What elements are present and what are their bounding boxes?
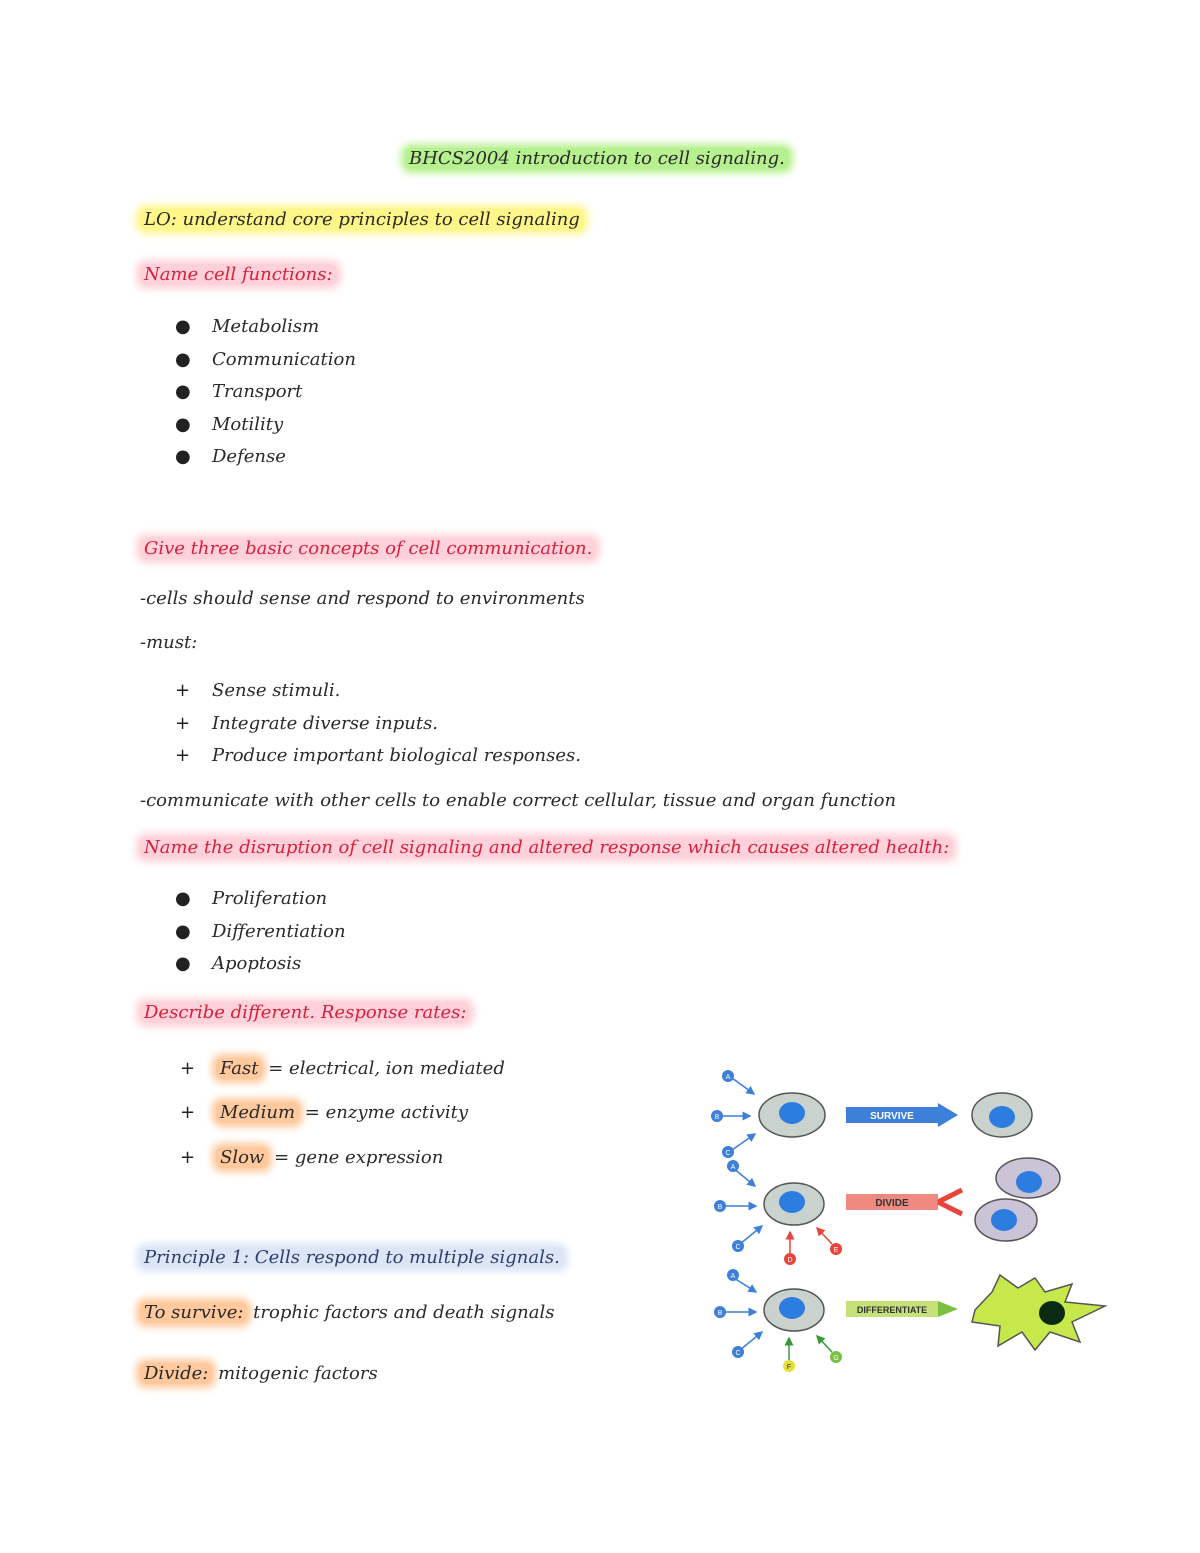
plus-icon: + [180, 1102, 196, 1123]
list-item: Proliferation [212, 888, 328, 909]
survive-line: To survive: trophic factors and death signals [140, 1302, 554, 1323]
survive-label: SURVIVE [870, 1111, 914, 1122]
question-cell-functions: Name cell functions: [140, 264, 337, 285]
signal-label: C [725, 1150, 731, 1157]
nucleus [779, 1191, 805, 1213]
paragraph: -must: [140, 632, 198, 653]
differentiate-arrow-head [938, 1301, 958, 1317]
rate-row: Medium = enzyme activity [216, 1102, 468, 1123]
plus-icon: + [175, 713, 191, 734]
rate-row: Fast = electrical, ion mediated [216, 1058, 505, 1079]
differentiated-cell [972, 1275, 1105, 1350]
signal-arrow [817, 1336, 832, 1352]
list-item: Integrate diverse inputs. [212, 713, 439, 734]
list-item: Metabolism [212, 316, 320, 337]
plus-icon: + [180, 1147, 196, 1168]
signal-label: F [786, 1364, 792, 1371]
question-disruption: Name the disruption of cell signaling and altered response which causes altered health: [140, 837, 953, 858]
signal-label: C [735, 1244, 741, 1251]
signal-label: A [730, 1273, 736, 1280]
divide-arrow-fork [938, 1190, 962, 1214]
plus-icon: + [180, 1058, 196, 1079]
nucleus [779, 1297, 805, 1319]
nucleus [989, 1106, 1015, 1128]
list-item: Communication [212, 349, 356, 370]
cell-signaling-diagram [700, 1060, 1120, 1390]
plus-icon: + [175, 745, 191, 766]
list-item: Transport [212, 381, 303, 402]
bullet-icon: ● [175, 446, 191, 467]
signal-arrow [732, 1078, 754, 1094]
differentiate-label: DIFFERENTIATE [856, 1305, 928, 1315]
nucleus [991, 1209, 1017, 1231]
bullet-icon: ● [175, 953, 191, 974]
learning-objective: LO: understand core principles to cell signaling [140, 209, 584, 230]
question-communication-concepts: Give three basic concepts of cell communication. [140, 538, 596, 559]
nucleus [1039, 1301, 1065, 1325]
paragraph: -communicate with other cells to enable correct cellular, tissue and organ function [140, 790, 897, 811]
signal-label: D [787, 1257, 793, 1264]
signal-arrow [732, 1134, 755, 1150]
row-survive [711, 1070, 1032, 1158]
row-divide [714, 1158, 1060, 1265]
bullet-icon: ● [175, 349, 191, 370]
nucleus [779, 1102, 805, 1124]
document-title: BHCS2004 introduction to cell signaling. [405, 148, 789, 169]
signal-label: G [833, 1355, 839, 1362]
list-item: Motility [212, 414, 284, 435]
list-item: Differentiation [212, 921, 346, 942]
signal-arrow [740, 1226, 762, 1244]
question-response-rates: Describe different. Response rates: [140, 1002, 470, 1023]
rate-row: Slow = gene expression [216, 1147, 443, 1168]
divide-label: DIVIDE [875, 1198, 909, 1209]
list-item: Produce important biological responses. [212, 745, 581, 766]
principle-heading: Principle 1: Cells respond to multiple signals. [140, 1247, 564, 1268]
signal-label: B [717, 1310, 723, 1317]
divide-line: Divide: mitogenic factors [140, 1363, 378, 1384]
bullet-icon: ● [175, 888, 191, 909]
signal-arrow [817, 1228, 832, 1244]
plus-icon: + [175, 680, 191, 701]
signal-label: E [833, 1247, 839, 1254]
bullet-icon: ● [175, 316, 191, 337]
row-differentiate [714, 1269, 1105, 1372]
bullet-icon: ● [175, 921, 191, 942]
signal-arrow [740, 1332, 762, 1350]
nucleus [1016, 1171, 1042, 1193]
signal-label: B [714, 1114, 720, 1121]
list-item: Sense stimuli. [212, 680, 341, 701]
signal-label: A [725, 1074, 731, 1081]
signal-label: B [717, 1204, 723, 1211]
signal-label: C [735, 1350, 741, 1357]
paragraph: -cells should sense and respond to environments [140, 588, 585, 609]
bullet-icon: ● [175, 414, 191, 435]
list-item: Defense [212, 446, 286, 467]
bullet-icon: ● [175, 381, 191, 402]
signal-label: A [730, 1164, 736, 1171]
survive-arrow-head [938, 1103, 958, 1127]
list-item: Apoptosis [212, 953, 302, 974]
signal-arrow [734, 1278, 756, 1292]
